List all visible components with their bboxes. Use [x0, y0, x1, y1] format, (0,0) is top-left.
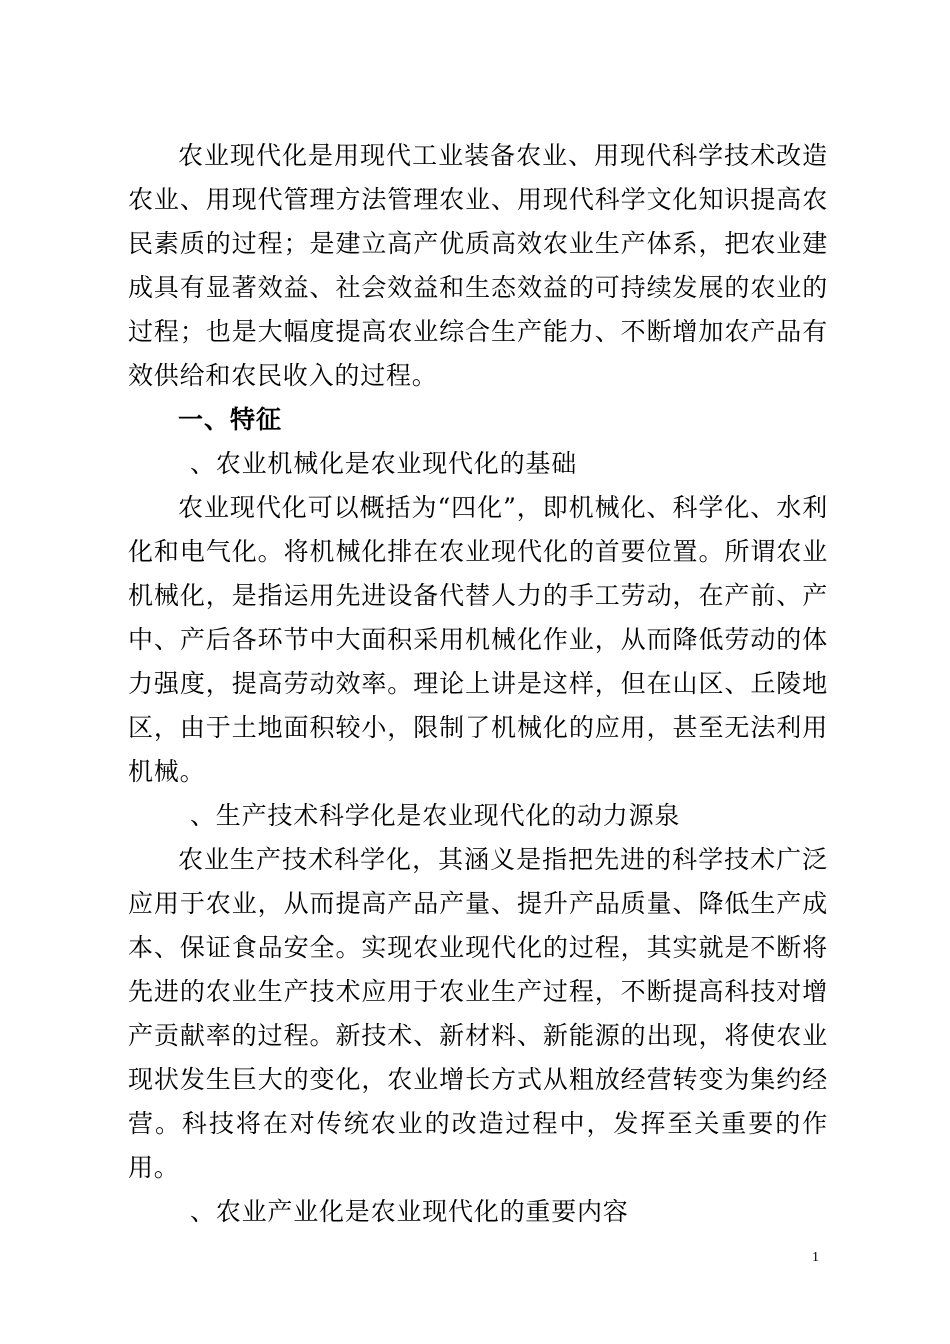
subheading-science-technology: 、生产技术科学化是农业现代化的动力源泉 [190, 801, 681, 830]
subheading-mechanization: 、农业机械化是农业现代化的基础 [190, 449, 578, 478]
science-technology-paragraph: 农业生产技术科学化，其涵义是指把先进的科学技术广泛应用于农业，从而提高产品产量、提升产品质量、降低生产成本、保证食品安全。实现农业现代化的过程，其实就是不断将先进的农业生产技术应用于农业生产过程，不断提高科技对增产贡献率的过程。新技术、新材料、新能源的出现，将使农业现状发生巨大的变化，农业增长方式从粗放经营转变为集约经营。科技将在对传统农业的改造过程中，发挥至关重要的作用。 [128, 845, 828, 1182]
section-heading-features: 一、特征 [178, 405, 283, 434]
document-body [128, 134, 828, 1234]
mechanization-paragraph: 农业现代化可以概括为“四化”，即机械化、科学化、水利化和电气化。将机械化排在农业现代化的首要位置。所谓农业机械化，是指运用先进设备代替人力的手工劳动，在产前、产中、产后各环节中大面积采用机械化作业，从而降低劳动的体力强度，提高劳动效率。理论上讲是这样，但在山区、丘陵地区，由于土地面积较小，限制了机械化的应用，甚至无法利用机械。 [128, 493, 828, 786]
page-number: 1 [812, 1250, 819, 1265]
subheading-industrialization: 、农业产业化是农业现代化的重要内容 [190, 1197, 629, 1226]
intro-paragraph: 农业现代化是用现代工业装备农业、用现代科学技术改造农业、用现代管理方法管理农业、用现代科学文化知识提高农民素质的过程；是建立高产优质高效农业生产体系，把农业建成具有显著效益、社会效益和生态效益的可持续发展的农业的过程；也是大幅度提高农业综合生产能力、不断增加农产品有效供给和农民收入的过程。 [128, 141, 828, 390]
